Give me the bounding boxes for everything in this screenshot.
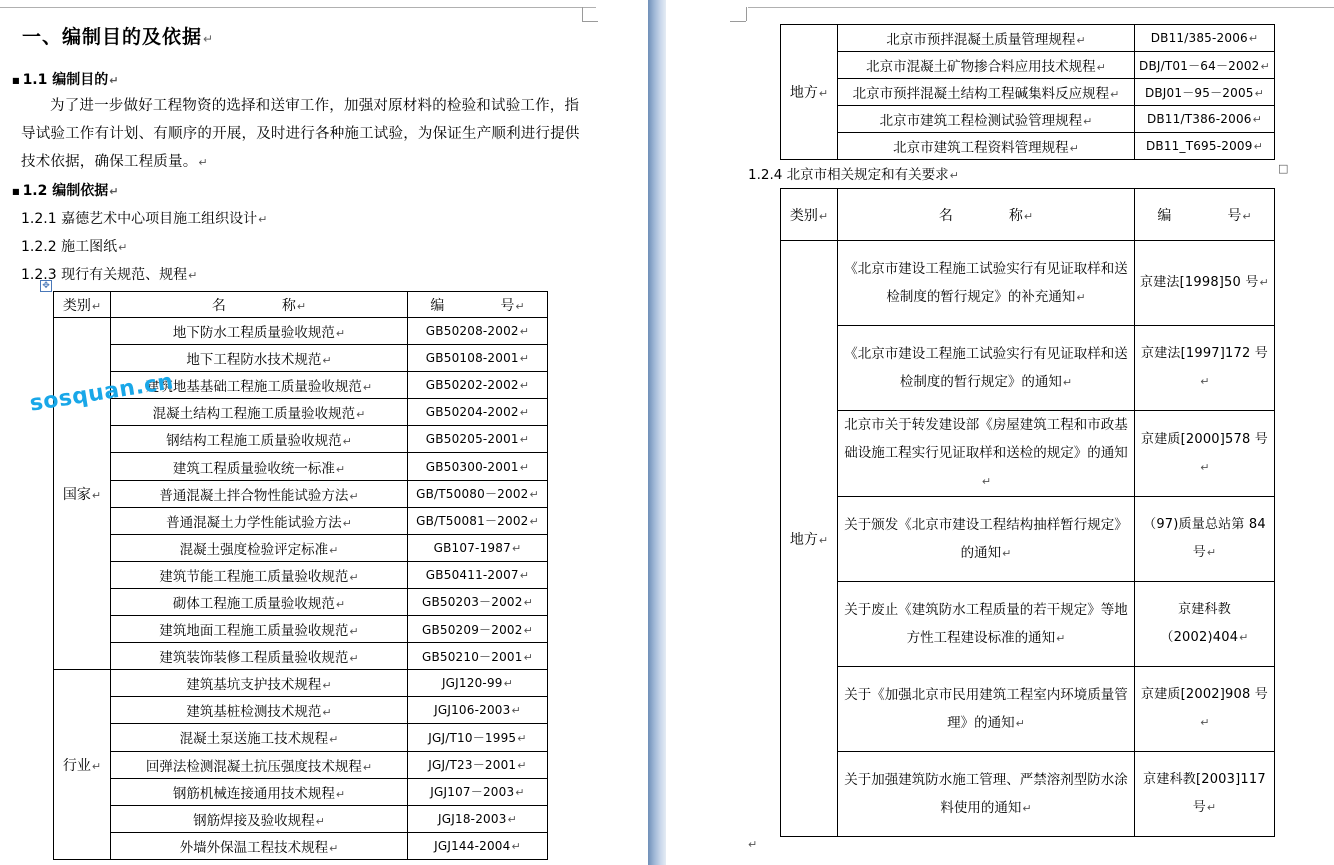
paragraph-mark: ↵ bbox=[519, 406, 530, 420]
paragraph-mark: ↵ bbox=[523, 650, 534, 664]
paragraph-mark: ↵ bbox=[517, 731, 527, 745]
standard-code-cell-text: GB/T50081－2002 bbox=[416, 514, 529, 529]
standard-code-cell bbox=[1135, 106, 1275, 133]
table-row bbox=[781, 25, 1275, 52]
regulations-table bbox=[780, 188, 1275, 837]
table-row bbox=[781, 497, 1275, 582]
paragraph-mark: ↵ bbox=[519, 460, 530, 474]
standard-code-cell bbox=[408, 507, 548, 534]
standard-code-cell-text: GB50203－2002 bbox=[421, 595, 523, 610]
paragraph-mark: ↵ bbox=[1254, 86, 1265, 100]
standard-code-cell bbox=[408, 426, 548, 453]
header-code: 编 号↵ bbox=[408, 292, 548, 318]
standard-name-cell-text: 混凝土泵送施工技术规程 bbox=[179, 731, 329, 748]
standard-name-cell-text: 建筑地基基础工程施工质量验收规范 bbox=[145, 379, 362, 396]
regulation-code-cell-text: 京建质[2000]578 号 bbox=[1141, 431, 1268, 447]
regulation-name-cell bbox=[838, 752, 1135, 837]
paragraph-mark: ↵ bbox=[1206, 546, 1217, 559]
standard-code-cell bbox=[408, 751, 548, 778]
standard-code-cell-text: GB107-1987 bbox=[433, 540, 511, 555]
paragraph-mark: ↵ bbox=[335, 462, 346, 476]
table-row bbox=[781, 241, 1275, 326]
standard-name-cell-text: 建筑基坑支护技术规程 bbox=[186, 677, 322, 694]
table-row bbox=[781, 52, 1275, 79]
standard-name-cell bbox=[111, 507, 408, 534]
standard-code-cell bbox=[1135, 52, 1275, 79]
table-row bbox=[54, 751, 548, 778]
page-title: 一、编制目的及依据↵ bbox=[22, 26, 215, 48]
standard-name-cell bbox=[111, 345, 408, 372]
table-row bbox=[781, 106, 1275, 133]
paragraph-mark: ↵ bbox=[362, 381, 373, 395]
standard-code-cell-text: DB11/T386-2006 bbox=[1146, 112, 1252, 126]
standard-name-cell bbox=[838, 25, 1135, 52]
standard-name-cell-text: 建筑装饰装修工程质量验收规范 bbox=[159, 650, 349, 667]
standard-code-cell bbox=[408, 561, 548, 588]
paragraph-mark: ↵ bbox=[1200, 460, 1210, 474]
table-row bbox=[781, 667, 1275, 752]
paragraph-mark: ↵ bbox=[1076, 34, 1086, 47]
header-name: 名 称↵ bbox=[111, 292, 408, 318]
regulation-name-cell bbox=[838, 497, 1135, 582]
standard-name-cell-text: 普通混凝土力学性能试验方法 bbox=[166, 514, 342, 531]
standard-name-cell bbox=[111, 588, 408, 615]
standard-code-cell-text: GB50300-2001 bbox=[425, 459, 519, 474]
category-cell-text: 地方 bbox=[789, 531, 818, 548]
standard-code-cell-text: DBJ01－95－2005 bbox=[1144, 85, 1254, 100]
standard-name-cell bbox=[111, 561, 408, 588]
standard-code-cell-text: GB50204-2002 bbox=[425, 405, 519, 420]
regulation-name-cell bbox=[838, 582, 1135, 667]
standard-code-cell bbox=[408, 345, 548, 372]
standard-code-cell bbox=[408, 318, 548, 345]
standard-name-cell-text: 钢筋机械连接通用技术规程 bbox=[172, 785, 335, 802]
margin-corner-mark bbox=[582, 21, 598, 22]
section-heading-1-2-4: 1.2.4 北京市相关规定和有关要求↵ bbox=[748, 167, 959, 183]
standard-code-cell bbox=[408, 453, 548, 480]
regulation-name-cell-text: 北京市关于转发建设部《房屋建筑工程和市政基础设施工程实行见证取样和送检的规定》的通知 bbox=[844, 417, 1128, 461]
regulation-code-cell-text: 京建科教（2002)404 bbox=[1160, 602, 1239, 645]
paragraph-mark: ↵ bbox=[315, 814, 325, 828]
standard-code-cell bbox=[408, 832, 548, 859]
standard-name-cell-text: 钢筋焊接及验收规程 bbox=[193, 812, 315, 829]
regulation-code-cell bbox=[1135, 411, 1275, 497]
paragraph-mark: ↵ bbox=[349, 652, 359, 666]
paragraph-mark: ↵ bbox=[349, 570, 359, 584]
table-row bbox=[54, 480, 548, 507]
category-cell bbox=[54, 318, 111, 670]
regulation-name-cell-text: 关于《加强北京市民用建筑工程室内环境质量管理》的通知 bbox=[844, 686, 1128, 731]
standard-code-cell-text: GB50208-2002 bbox=[425, 324, 519, 339]
standard-code-cell bbox=[408, 778, 548, 805]
standard-name-cell-text: 建筑地面工程施工质量验收规范 bbox=[159, 623, 349, 640]
row-end-mark: □ bbox=[1278, 162, 1289, 175]
header-line bbox=[0, 7, 596, 8]
standard-code-cell-text: DBJ/T01－64－2002 bbox=[1139, 58, 1260, 73]
standard-code-cell-text: JGJ120-99 bbox=[441, 676, 503, 691]
standard-name-cell-text: 地下防水工程质量验收规范 bbox=[172, 325, 335, 342]
regulation-code-cell bbox=[1135, 752, 1275, 837]
standard-name-cell-text: 北京市预拌混凝土质量管理规程 bbox=[886, 32, 1076, 48]
basis-item: 1.2.1 嘉德艺术中心项目施工组织设计↵ bbox=[21, 211, 268, 227]
table-move-handle-icon[interactable]: ✥ bbox=[40, 280, 52, 292]
standard-name-cell bbox=[838, 133, 1135, 160]
paragraph-mark: ↵ bbox=[1002, 546, 1012, 560]
standard-name-cell-text: 混凝土强度检验评定标准 bbox=[179, 541, 329, 558]
standard-code-cell bbox=[408, 643, 548, 670]
standard-name-cell-text: 地下工程防水技术规范 bbox=[186, 352, 322, 369]
standard-code-cell bbox=[408, 399, 548, 426]
purpose-paragraph: 为了进一步做好工程物资的选择和送审工作，加强对原材料的检验和试验工作，指导试验工作有计划、有顺序的开展，及时进行各种施工试验，为保证生产顺利进行提供技术依据，确保工程质量。↵ bbox=[21, 98, 580, 170]
standard-name-cell bbox=[111, 778, 408, 805]
paragraph-mark: ↵ bbox=[91, 759, 102, 773]
paragraph-mark: ↵ bbox=[1252, 113, 1263, 126]
regulation-code-cell-text: 京建质[2002]908 号 bbox=[1141, 687, 1268, 702]
standard-name-cell-text: 北京市混凝土矿物掺合料应用技术规程 bbox=[866, 59, 1096, 75]
category-cell-text: 国家 bbox=[62, 486, 91, 503]
table-row bbox=[54, 697, 548, 724]
paragraph-mark: ↵ bbox=[1200, 375, 1210, 388]
standard-name-cell bbox=[111, 426, 408, 453]
standard-name-cell bbox=[111, 318, 408, 345]
paragraph-mark: ↵ bbox=[335, 787, 346, 801]
paragraph-mark: ↵ bbox=[322, 679, 332, 693]
regulation-code-cell bbox=[1135, 497, 1275, 582]
table-row bbox=[54, 670, 548, 697]
basis-item: 1.2.2 施工图纸↵ bbox=[21, 239, 128, 255]
header-line bbox=[748, 7, 1334, 8]
standard-code-cell bbox=[1135, 79, 1275, 106]
standard-name-cell bbox=[111, 399, 408, 426]
paragraph-mark: ↵ bbox=[519, 433, 530, 447]
standard-code-cell-text: GB50202-2002 bbox=[425, 378, 519, 393]
standard-code-cell bbox=[408, 724, 548, 751]
paragraph-mark: ↵ bbox=[1259, 276, 1269, 289]
standard-name-cell bbox=[111, 616, 408, 643]
standard-code-cell-text: GB/T50080－2002 bbox=[416, 487, 529, 502]
basis-item: 1.2.3 现行有关规范、规程↵ bbox=[21, 267, 198, 283]
paragraph-mark: ↵ bbox=[507, 812, 517, 826]
table-row bbox=[781, 752, 1275, 837]
table-row bbox=[781, 79, 1275, 106]
local-standards-table bbox=[780, 24, 1275, 160]
paragraph-mark: ↵ bbox=[523, 623, 534, 637]
paragraph-mark: ↵ bbox=[529, 515, 539, 529]
margin-corner-mark bbox=[730, 21, 746, 22]
standard-code-cell bbox=[408, 697, 548, 724]
table-row bbox=[781, 411, 1275, 497]
standard-name-cell bbox=[111, 643, 408, 670]
regulation-name-cell-text: 关于废止《建筑防水工程质量的若干规定》等地方性工程建设标准的通知 bbox=[844, 601, 1128, 646]
paragraph-mark: ↵ bbox=[519, 379, 530, 393]
category-cell-text: 行业 bbox=[62, 757, 91, 774]
standard-code-cell-text: JGJ144-2004 bbox=[434, 838, 511, 853]
table-row bbox=[54, 561, 548, 588]
regulation-code-cell-text: 京建法[1997]172 号 bbox=[1141, 346, 1268, 361]
paragraph-mark: ↵ bbox=[1056, 631, 1066, 645]
header-category: 类别↵ bbox=[54, 292, 111, 318]
regulation-name-cell-text: 《北京市建设工程施工试验实行有见证取样和送检制度的暂行规定》的通知 bbox=[844, 345, 1128, 390]
paragraph-mark: ↵ bbox=[1096, 61, 1106, 74]
standard-name-cell bbox=[111, 534, 408, 561]
paragraph-mark: ↵ bbox=[349, 489, 359, 503]
document-page-left bbox=[0, 0, 648, 865]
standard-code-cell bbox=[1135, 133, 1275, 160]
regulation-name-cell-text: 关于加强建筑防水施工管理、严禁溶剂型防水涂料使用的通知 bbox=[844, 771, 1128, 816]
standard-name-cell-text: 普通混凝土拌合物性能试验方法 bbox=[159, 487, 349, 504]
table-row bbox=[54, 318, 548, 345]
category-cell-text: 地方 bbox=[789, 85, 818, 101]
paragraph-mark: ↵ bbox=[1239, 631, 1249, 644]
regulation-code-cell-text: 京建法[1998]50 号 bbox=[1140, 275, 1259, 290]
paragraph-mark: ↵ bbox=[342, 516, 352, 530]
standard-name-cell bbox=[111, 453, 408, 480]
regulation-name-cell bbox=[838, 667, 1135, 752]
standard-code-cell-text: DB11/385-2006 bbox=[1150, 31, 1248, 45]
standard-code-cell-text: JGJ18-2003 bbox=[438, 811, 507, 826]
category-cell bbox=[781, 25, 838, 160]
paragraph-mark: ↵ bbox=[1083, 115, 1093, 128]
paragraph-mark: ↵ bbox=[322, 706, 332, 720]
paragraph-mark: ↵ bbox=[362, 760, 373, 774]
table-row bbox=[54, 616, 548, 643]
paragraph-mark: ↵ bbox=[519, 352, 530, 366]
paragraph-mark: ↵ bbox=[519, 568, 530, 582]
standard-code-cell bbox=[408, 670, 548, 697]
paragraph-mark: ↵ bbox=[1248, 32, 1259, 45]
paragraph-mark: ↵ bbox=[335, 327, 346, 341]
paragraph-mark: ↵ bbox=[503, 677, 514, 691]
standard-code-cell bbox=[1135, 25, 1275, 52]
standard-name-cell bbox=[838, 106, 1135, 133]
regulation-code-cell-text: （97)质量总站第 84 号 bbox=[1143, 517, 1266, 560]
paragraph-mark: ↵ bbox=[1015, 716, 1025, 730]
standard-code-cell-text: JGJ107－2003 bbox=[430, 785, 515, 800]
standard-name-cell-text: 建筑工程质量验收统一标准 bbox=[172, 460, 335, 477]
standard-code-cell-text: JGJ106-2003 bbox=[434, 703, 511, 718]
standard-code-cell bbox=[408, 372, 548, 399]
standard-code-cell-text: GB50411-2007 bbox=[425, 567, 519, 582]
regulation-code-cell bbox=[1135, 326, 1275, 411]
paragraph-mark: ↵ bbox=[818, 533, 829, 547]
header-code: 编 号↵ bbox=[1135, 189, 1275, 241]
paragraph-mark: ↵ bbox=[523, 596, 534, 610]
standard-code-cell-text: DB11_T695-2009 bbox=[1145, 139, 1253, 153]
paragraph-mark: ↵ bbox=[335, 597, 346, 611]
regulation-name-cell-text: 关于颁发《北京市建设工程结构抽样暂行规定》的通知 bbox=[844, 516, 1128, 561]
table-row bbox=[54, 453, 548, 480]
paragraph-mark: ↵ bbox=[1200, 716, 1210, 729]
paragraph-mark: ↵ bbox=[322, 354, 332, 368]
paragraph-mark: ↵ bbox=[349, 625, 359, 639]
regulation-name-cell bbox=[838, 411, 1135, 497]
standard-code-cell bbox=[408, 534, 548, 561]
standard-code-cell bbox=[408, 616, 548, 643]
page-gutter bbox=[648, 0, 666, 865]
standard-name-cell-text: 回弹法检测混凝土抗压强度技术规程 bbox=[145, 758, 362, 775]
paragraph-mark: ↵ bbox=[329, 841, 339, 855]
paragraph-mark: ↵ bbox=[1076, 290, 1086, 304]
paragraph-mark: ↵ bbox=[1110, 88, 1120, 101]
regulation-code-cell-text: 京建科教[2003]117 号 bbox=[1143, 772, 1266, 815]
paragraph-mark: ↵ bbox=[329, 733, 339, 747]
standard-name-cell-text: 建筑节能工程施工质量验收规范 bbox=[159, 568, 349, 585]
paragraph-mark: ↵ bbox=[1260, 59, 1270, 73]
category-cell bbox=[781, 241, 838, 837]
standard-code-cell-text: GB50108-2001 bbox=[425, 351, 519, 366]
standard-name-cell bbox=[838, 52, 1135, 79]
paragraph-mark: ↵ bbox=[519, 325, 530, 339]
standard-code-cell bbox=[408, 480, 548, 507]
table-header-row bbox=[54, 292, 548, 318]
regulation-code-cell bbox=[1135, 241, 1275, 326]
table-row bbox=[54, 345, 548, 372]
table-row bbox=[54, 507, 548, 534]
standard-name-cell bbox=[111, 751, 408, 778]
standard-code-cell-text: GB50210－2001 bbox=[421, 649, 523, 664]
paragraph-mark: ↵ bbox=[511, 541, 522, 555]
standard-name-cell-text: 北京市建筑工程检测试验管理规程 bbox=[879, 113, 1083, 129]
table-row bbox=[781, 133, 1275, 160]
standard-name-cell bbox=[111, 724, 408, 751]
paragraph-mark: ↵ bbox=[511, 704, 521, 718]
standard-name-cell bbox=[111, 832, 408, 859]
regulation-name-cell-text: 《北京市建设工程施工试验实行有见证取样和送检制度的暂行规定》的补充通知 bbox=[844, 260, 1128, 305]
regulation-name-cell bbox=[838, 326, 1135, 411]
standard-name-cell-text: 外墙外保温工程技术规程 bbox=[179, 839, 329, 856]
paragraph-mark: ↵ bbox=[517, 759, 527, 773]
paragraph-mark: ↵ bbox=[511, 839, 521, 853]
standard-name-cell-text: 北京市预拌混凝土结构工程碱集料反应规程 bbox=[852, 86, 1110, 102]
table-row bbox=[54, 643, 548, 670]
standard-name-cell-text: 砌体工程施工质量验收规范 bbox=[172, 595, 335, 612]
category-cell bbox=[54, 670, 111, 860]
paragraph-mark: ↵ bbox=[1022, 801, 1032, 815]
watermark: sosquan.cn bbox=[28, 369, 176, 417]
table-row bbox=[54, 778, 548, 805]
table-row bbox=[54, 588, 548, 615]
paragraph-mark: ↵ bbox=[1253, 140, 1264, 153]
paragraph-mark: ↵ bbox=[1069, 142, 1079, 155]
standard-name-cell bbox=[111, 697, 408, 724]
paragraph-mark: ↵ bbox=[342, 435, 352, 449]
paragraph-mark: ↵ bbox=[91, 488, 102, 502]
margin-corner-mark bbox=[746, 7, 747, 21]
table-row bbox=[54, 724, 548, 751]
paragraph-mark: ↵ bbox=[981, 475, 992, 488]
paragraph-mark: ↵ bbox=[1062, 375, 1073, 389]
table-header-row bbox=[781, 189, 1275, 241]
table-row bbox=[54, 832, 548, 859]
table-row bbox=[781, 326, 1275, 411]
standard-name-cell-text: 建筑基桩检测技术规范 bbox=[186, 704, 322, 721]
header-category: 类别↵ bbox=[781, 189, 838, 241]
paragraph-mark: ↵ bbox=[356, 408, 366, 422]
standard-code-cell-text: GB50205-2001 bbox=[425, 432, 519, 447]
standard-name-cell bbox=[838, 79, 1135, 106]
table-row bbox=[54, 399, 548, 426]
standard-code-cell-text: JGJ/T23－2001 bbox=[428, 758, 517, 773]
regulation-code-cell bbox=[1135, 582, 1275, 667]
standard-name-cell bbox=[111, 480, 408, 507]
standard-code-cell-text: JGJ/T10－1995 bbox=[428, 730, 517, 745]
table-row bbox=[781, 582, 1275, 667]
standard-name-cell bbox=[111, 805, 408, 832]
margin-corner-mark bbox=[582, 7, 583, 21]
standard-name-cell bbox=[111, 670, 408, 697]
header-name: 名 称↵ bbox=[838, 189, 1135, 241]
paragraph-mark: ↵ bbox=[1206, 801, 1217, 814]
regulation-name-cell bbox=[838, 241, 1135, 326]
section-heading-purpose: ■ 1.1 编制目的↵ bbox=[12, 72, 119, 88]
standard-code-cell bbox=[408, 805, 548, 832]
paragraph-mark: ↵ bbox=[329, 543, 339, 557]
standard-name-cell-text: 混凝土结构工程施工质量验收规范 bbox=[152, 406, 356, 423]
standard-code-cell-text: GB50209－2002 bbox=[421, 622, 523, 637]
paragraph-mark: ↵ bbox=[818, 87, 829, 100]
standard-name-cell-text: 北京市建筑工程资料管理规程 bbox=[893, 140, 1069, 156]
paragraph-mark: ↵ bbox=[748, 838, 758, 851]
table-row bbox=[54, 805, 548, 832]
standard-code-cell bbox=[408, 588, 548, 615]
paragraph-mark: ↵ bbox=[529, 488, 539, 502]
table-row bbox=[54, 426, 548, 453]
section-heading-basis: ■ 1.2 编制依据↵ bbox=[12, 183, 119, 199]
regulation-code-cell bbox=[1135, 667, 1275, 752]
table-row bbox=[54, 534, 548, 561]
paragraph-mark: ↵ bbox=[515, 786, 525, 800]
standard-name-cell-text: 钢结构工程施工质量验收规范 bbox=[166, 433, 342, 450]
